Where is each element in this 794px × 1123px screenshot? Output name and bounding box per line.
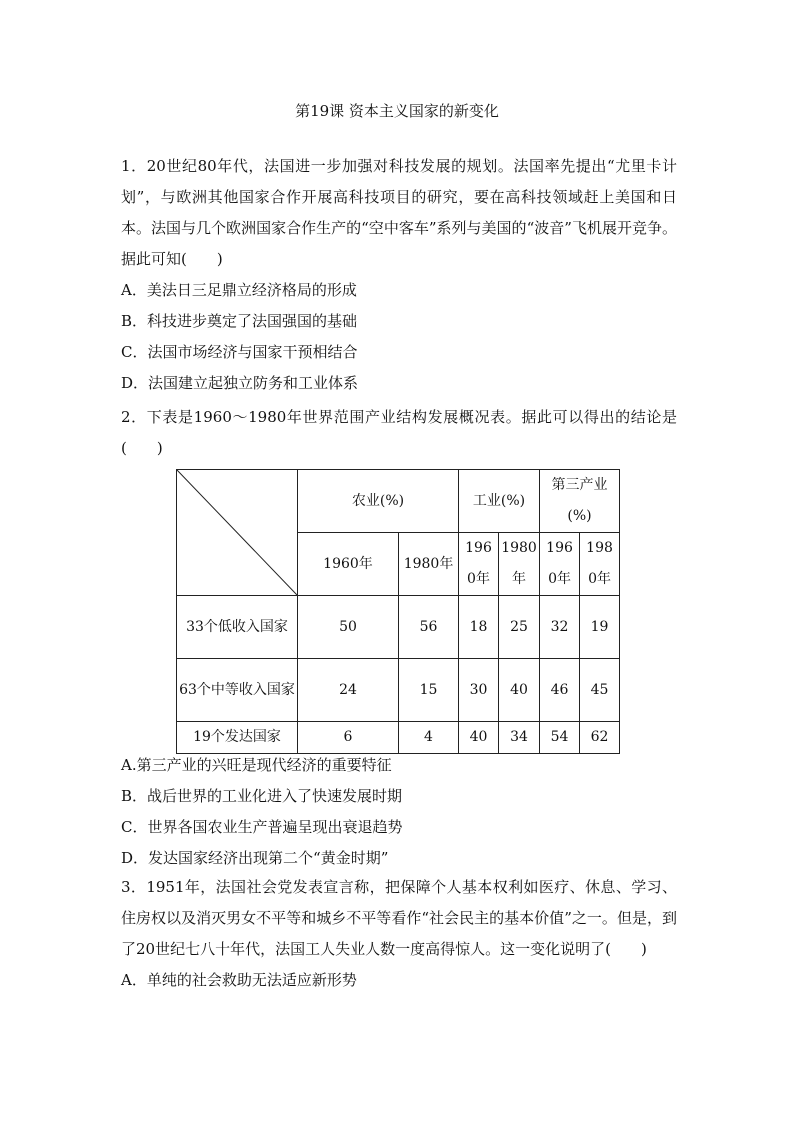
question-2-option-b: B．战后世界的工业化进入了快速发展时期: [121, 787, 403, 805]
table-cell: 62: [580, 722, 620, 754]
question-1: [121, 151, 677, 399]
question-3: [121, 872, 677, 996]
table-cell: 30: [459, 659, 499, 722]
table-cell: 34: [499, 722, 540, 754]
industry-structure-table: [176, 469, 620, 754]
table-cell: 19: [580, 596, 620, 659]
table-cell: 54: [540, 722, 580, 754]
table-row: [177, 659, 620, 722]
row-label: 19个发达国家: [177, 722, 298, 754]
page-title: 第19课 资本主义国家的新变化: [295, 102, 499, 120]
table-cell: 18: [459, 596, 499, 659]
year-header: 1960年: [540, 533, 580, 596]
year-header: 1980年: [580, 533, 620, 596]
header-agriculture: 农业(%): [298, 470, 459, 533]
header-tertiary: 第三产业(%): [540, 470, 620, 533]
question-2: [121, 402, 677, 464]
question-1-option-a: A．美法日三足鼎立经济格局的形成: [121, 281, 357, 299]
year-header: 1960年: [298, 533, 399, 596]
table-cell: 40: [459, 722, 499, 754]
diagonal-line: [177, 470, 297, 595]
table-cell: 24: [298, 659, 399, 722]
table-cell: 40: [499, 659, 540, 722]
year-header: 1980年: [499, 533, 540, 596]
table-cell: 50: [298, 596, 399, 659]
table-cell: 46: [540, 659, 580, 722]
question-3-stem: 3．1951年，法国社会党发表宣言称，把保障个人基本权利如医疗、休息、学习、住房权以及消灭男女不平等和城乡不平等看作“社会民主的基本价值”之一。但是，到了20世纪七八十年代，法国工人失业人数一度高得惊人。这一变化说明了( ): [121, 878, 677, 958]
table-cell: 15: [399, 659, 459, 722]
table-cell: 45: [580, 659, 620, 722]
question-2-stem: 2．下表是1960～1980年世界范围产业结构发展概况表。据此可以得出的结论是( ): [121, 408, 677, 457]
table-corner-cell: [177, 470, 298, 596]
question-2-option-a: A.第三产业的兴旺是现代经济的重要特征: [121, 756, 392, 774]
question-2-option-c: C．世界各国农业生产普遍呈现出衰退趋势: [121, 818, 403, 836]
table-cell: 6: [298, 722, 399, 754]
table-row: [177, 722, 620, 754]
question-3-option-a: A．单纯的社会救助无法适应新形势: [121, 971, 357, 989]
row-label: 33个低收入国家: [177, 596, 298, 659]
table-cell: 32: [540, 596, 580, 659]
question-1-option-b: B．科技进步奠定了法国强国的基础: [121, 312, 358, 330]
year-header: 1980年: [399, 533, 459, 596]
table-cell: 56: [399, 596, 459, 659]
year-header: 1960年: [459, 533, 499, 596]
question-1-option-d: D．法国建立起独立防务和工业体系: [121, 374, 359, 392]
row-label: 63个中等收入国家: [177, 659, 298, 722]
table-cell: 25: [499, 596, 540, 659]
table-cell: 4: [399, 722, 459, 754]
header-industry: 工业(%): [459, 470, 540, 533]
question-2-options: [121, 750, 677, 874]
question-2-option-d: D．发达国家经济出现第二个“黄金时期”: [121, 849, 389, 867]
question-1-stem: 1．20世纪80年代，法国进一步加强对科技发展的规划。法国率先提出“尤里卡计划”，与欧洲其他国家合作开展高科技项目的研究，要在高科技领域赶上美国和日本。法国与几个欧洲国家合作生产的“空中客车”系列与美国的“波音”飞机展开竞争。据此可知( ): [121, 157, 677, 268]
question-1-option-c: C．法国市场经济与国家干预相结合: [121, 343, 358, 361]
table-row: [177, 596, 620, 659]
